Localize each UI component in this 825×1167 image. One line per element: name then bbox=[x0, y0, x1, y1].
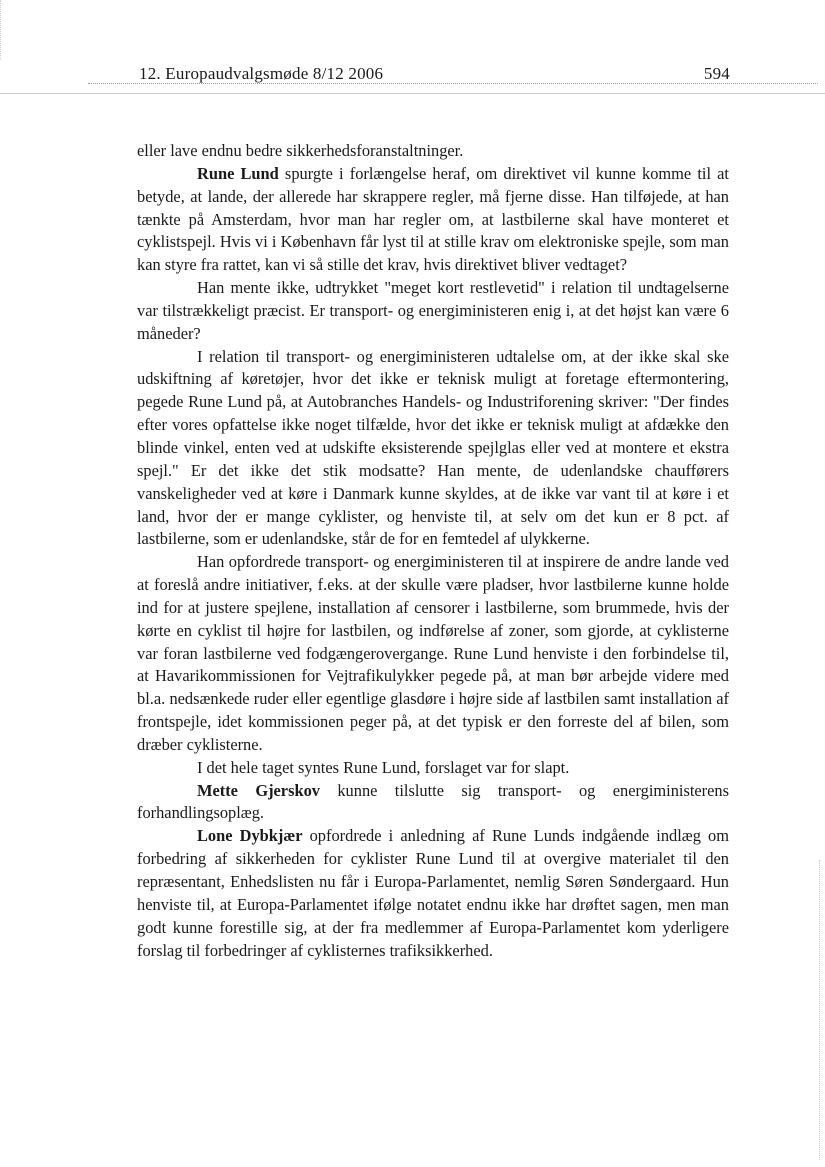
scan-top-line bbox=[0, 93, 825, 94]
paragraph-eftermontering bbox=[137, 346, 729, 552]
speaker-name: Lone Dybkjær bbox=[197, 826, 303, 846]
paragraph-text: kunne tilslutte sig transport- og energiministerens forhandlingsoplæg. bbox=[137, 780, 729, 823]
paragraph-rune-lund bbox=[137, 163, 729, 277]
scan-edge-mark-right bbox=[819, 860, 821, 1160]
paragraph-mette-gjerskov bbox=[137, 780, 729, 826]
header-title: 12. Europaudvalgsmøde 8/12 2006 bbox=[139, 64, 384, 83]
page-number: 594 bbox=[703, 64, 730, 83]
running-header bbox=[88, 60, 818, 86]
document-body bbox=[137, 140, 729, 962]
paragraph-initiativer bbox=[137, 551, 729, 757]
paragraph-text: I relation til transport- og energiministeren udtalelse om, at der ikke skal ske udskiftning af køretøjer, hvor det ikke er teknisk muligt at foretage eftermontering, pegede Rune Lund på, at Autobranches Handels- og Industriforening skriver: "Der findes efter vores opfattelse ikke noget tilfælde, hvor det ikke er teknisk muligt at afdække den blinde vinkel, enten ved at udskifte eksisterende spejlglas eller ved at montere et ekstra spejl." Er det ikke det stik modsatte? Han mente, de udenlandske chaufførers vanskeligheder ved at køre i Danmark kunne skyldes, at de ikke var vant til at køre i et land, hvor der er mange cyklister, og henviste til, at selv om det kun er 8 pct. af lastbilerne, som er udenlandske, står de for en femtedel af ulykkerne. bbox=[137, 346, 729, 549]
paragraph-lone-dybkjaer bbox=[137, 825, 729, 962]
scan-edge-mark bbox=[0, 0, 2, 60]
speaker-name: Rune Lund bbox=[197, 163, 279, 183]
paragraph-text: opfordrede i anledning af Rune Lunds indgående indlæg om forbedring af sikkerheden for cyklister Rune Lund til at overgive materialet til den repræsentant, Enhedslisten nu får i Europa-Parlamentet, nemlig Søren Søndergaard. Hun henviste til, at Europa-Parlamentet ifølge notatet endnu ikke har drøftet sagen, men man godt kunne forestille sig, at der fra medlemmer af Europa-Parlamentet kom yderligere forslag til forbedringer af cyklisternes trafiksikkerhed. bbox=[137, 826, 729, 960]
paragraph-continuation bbox=[137, 140, 729, 163]
paragraph-restlevetid bbox=[137, 277, 729, 346]
paragraph-text: Han opfordrede transport- og energiministeren til at inspirere de andre lande ved at foreslå andre initiativer, f.eks. at der skulle være pladser, hvor lastbilerne kunne holde ind for at justere spejlene, installation af censorer i lastbilerne, som brummede, hvis der kørte en cyklist til højre for lastbilen, og indførelse af zoner, som gjorde, at cyklisterne var foran lastbilerne ved fodgængerovergange. Rune Lund henviste i den forbindelse til, at Havarikommissionen for Vejtrafikulykker pegede på, at man bør arbejde videre med bl.a. nedsænkede ruder eller egentlige glasdøre i højre side af lastbilen samt installation af frontspejle, idet kommissionen peger på, at det typisk er den forreste del af bilen, som dræber cyklisterne. bbox=[137, 552, 729, 754]
paragraph-text: eller lave endnu bedre sikkerhedsforanstaltninger. bbox=[137, 141, 464, 160]
paragraph-text: spurgte i forlængelse heraf, om direktivet vil kunne komme til at betyde, at lande, der allerede har skrappere regler, må fjerne disse. Han tilføjede, at han tænkte på Amsterdam, hvor man har regler om, at lastbilerne skal have monteret et cyklistspejl. Hvis vi i København får lyst til at stille krav om elektroniske spejle, som man kan styre fra rattet, kan vi så stille det krav, hvis direktivet bliver vedtaget? bbox=[137, 163, 729, 275]
paragraph-slapt bbox=[137, 757, 729, 780]
paragraph-text: I det hele taget syntes Rune Lund, forslaget var for slapt. bbox=[197, 757, 570, 777]
speaker-name: Mette Gjerskov bbox=[197, 780, 320, 800]
header-rule bbox=[88, 83, 818, 84]
paragraph-text: Han mente ikke, udtrykket "meget kort restlevetid" i relation til undtagelserne var tilstrækkeligt præcist. Er transport- og energiministeren enig i, at det højst kan være 6 måneder? bbox=[137, 278, 729, 343]
